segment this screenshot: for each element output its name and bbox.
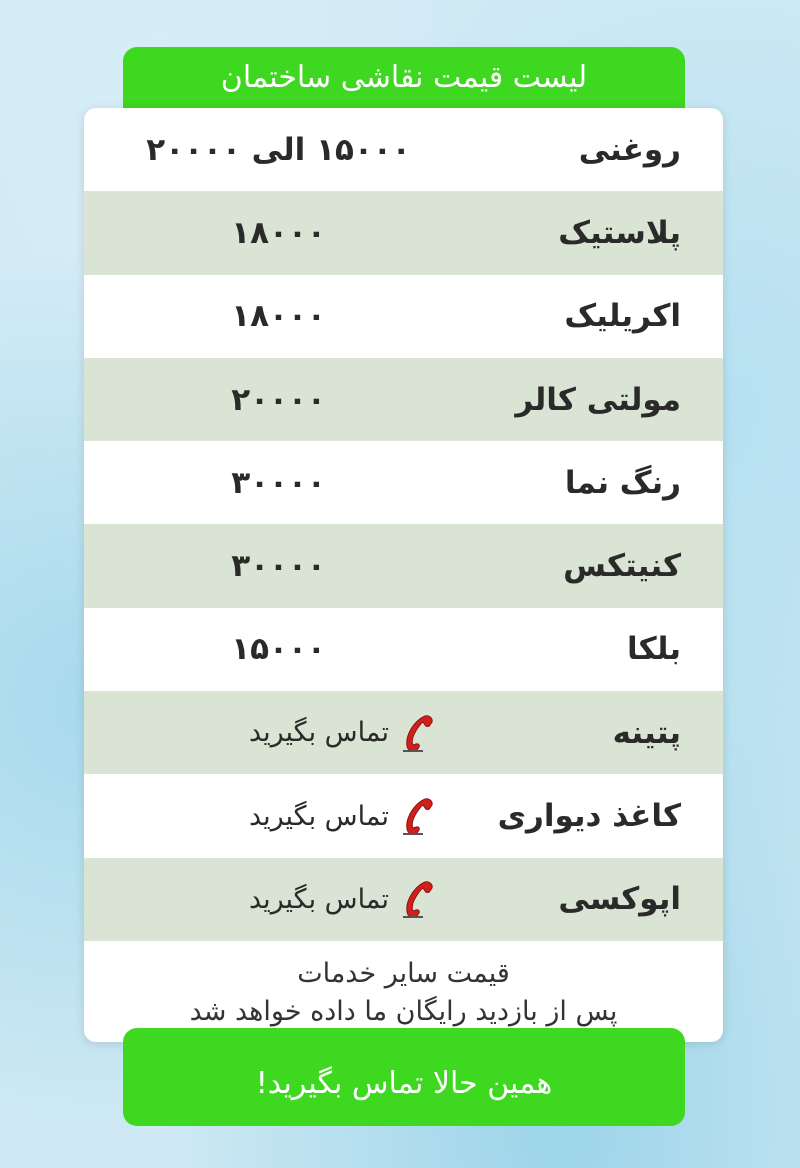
contact-link[interactable] xyxy=(84,879,443,919)
contact-link[interactable] xyxy=(84,713,443,753)
service-price: ۱۸۰۰۰ xyxy=(231,298,326,335)
service-name: کاغذ دیواری xyxy=(497,798,681,835)
contact-text: تماس بگیرید xyxy=(248,717,389,749)
service-name: بلکا xyxy=(627,631,681,668)
contact-text: تماس بگیرید xyxy=(248,883,389,915)
service-name: اکریلیک xyxy=(564,298,681,335)
other-services-note xyxy=(84,941,723,1042)
service-name: پلاستیک xyxy=(558,214,681,251)
service-price: ۱۵۰۰۰ xyxy=(231,631,326,668)
price-row xyxy=(84,441,723,524)
service-name: پتینه xyxy=(612,714,681,751)
service-price: ۱۵۰۰۰ الی ۲۰۰۰۰ xyxy=(146,131,411,168)
price-list-card xyxy=(84,108,723,1042)
call-now-button[interactable]: همین حالا تماس بگیرید! xyxy=(123,1028,685,1126)
service-price: ۳۰۰۰۰ xyxy=(231,548,326,585)
price-list-title: لیست قیمت نقاشی ساختمان xyxy=(123,47,685,127)
price-row xyxy=(84,358,723,441)
service-name: کنیتکس xyxy=(563,548,681,585)
price-table xyxy=(84,108,723,941)
price-row xyxy=(84,774,723,857)
service-name: رنگ نما xyxy=(564,464,681,501)
note-line-2: پس از بازدید رایگان ما داده خواهد شد xyxy=(189,996,618,1027)
price-row xyxy=(84,691,723,774)
price-row xyxy=(84,275,723,358)
contact-link[interactable] xyxy=(84,796,443,836)
phone-icon xyxy=(401,713,435,753)
service-price: ۲۰۰۰۰ xyxy=(231,381,326,418)
contact-text: تماس بگیرید xyxy=(248,800,389,832)
price-row xyxy=(84,524,723,607)
price-row xyxy=(84,191,723,274)
service-price: ۳۰۰۰۰ xyxy=(231,464,326,501)
phone-icon xyxy=(401,796,435,836)
note-line-1: قیمت سایر خدمات xyxy=(297,958,510,989)
service-name: مولتی کالر xyxy=(515,381,681,418)
price-row xyxy=(84,858,723,941)
service-price: ۱۸۰۰۰ xyxy=(231,214,326,251)
price-row xyxy=(84,108,723,191)
price-row xyxy=(84,608,723,691)
service-name: اپوکسی xyxy=(558,881,681,918)
service-name: روغنی xyxy=(578,131,681,168)
phone-icon xyxy=(401,879,435,919)
